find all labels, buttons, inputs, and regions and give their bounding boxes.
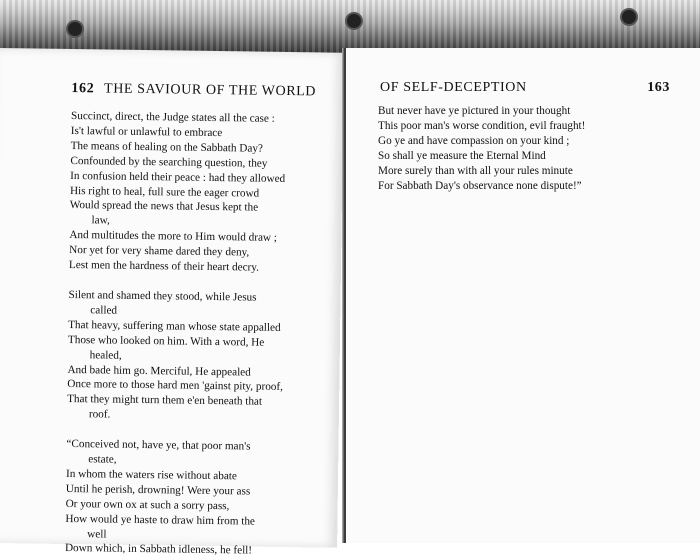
scanner-edge-strip bbox=[0, 0, 700, 54]
binding-hole-icon bbox=[620, 8, 638, 26]
poem-line: Down which, in Sabbath idleness, he fell! bbox=[64, 542, 253, 558]
poem-line: His right to heal, full sure the eager crowd bbox=[69, 184, 260, 200]
poem-line: For Sabbath Day's observance none dispute!” bbox=[378, 179, 582, 192]
left-page-header bbox=[71, 81, 316, 100]
poem-line: How would ye haste to draw him from the bbox=[65, 512, 256, 528]
poem-line: In whom the waters rise without abate bbox=[65, 467, 238, 483]
right-page-number: 163 bbox=[647, 80, 670, 95]
right-page bbox=[346, 48, 700, 543]
poem-line-continuation: called bbox=[90, 304, 118, 317]
poem-line: This poor man's worse condition, evil fraught! bbox=[378, 119, 586, 132]
poem-line: Lest men the hardness of their heart decry. bbox=[68, 259, 260, 274]
left-page bbox=[0, 48, 344, 558]
poem-line: In confusion held their peace : had they allowed bbox=[70, 169, 286, 185]
binding-hole-icon bbox=[345, 12, 363, 30]
right-page-text bbox=[378, 104, 678, 193]
poem-line: Those who looked on him. With a word, He bbox=[67, 333, 265, 349]
poem-line-continuation: law, bbox=[91, 214, 110, 227]
poem-line: Until he perish, drowning! Were your ass bbox=[65, 482, 251, 498]
poem-line: The means of healing on the Sabbath Day? bbox=[70, 139, 264, 155]
poem-line: Or your own ox at such a sorry pass, bbox=[65, 497, 230, 512]
poem-line: Succinct, direct, the Judge states all the case : bbox=[70, 109, 275, 125]
poem-line: “Conceived not, have ye, that poor man's bbox=[66, 438, 251, 453]
poem-line: Silent and shamed they stood, while Jesus bbox=[68, 288, 257, 304]
poem-line: Confounded by the searching question, they bbox=[70, 154, 268, 170]
poem-line: That they might turn them e'en beneath that bbox=[67, 393, 263, 409]
right-running-title: OF SELF-DECEPTION bbox=[380, 80, 527, 95]
left-page-number: 162 bbox=[71, 81, 95, 97]
left-running-title: THE SAVIOUR OF THE WORLD bbox=[104, 81, 317, 100]
poem-line: Nor yet for very shame dared they deny, bbox=[69, 244, 250, 259]
poem-line: Is't lawful or unlawful to embrace bbox=[70, 124, 223, 140]
poem-line: But never have ye pictured in your thought bbox=[378, 105, 571, 117]
poem-line: So shall ye measure the Eternal Mind bbox=[378, 149, 546, 162]
poem-line: More surely than with all your rules minute bbox=[378, 164, 573, 177]
poem-line: Would spread the news that Jesus kept the bbox=[69, 199, 259, 215]
poem-line-continuation: estate, bbox=[88, 453, 117, 466]
poem-line: Once more to those hard men 'gainst pity, proof, bbox=[67, 378, 284, 394]
poem-line: And multitudes the more to Him would draw ; bbox=[69, 229, 278, 245]
left-page-text bbox=[65, 109, 331, 560]
poem-line-continuation: healed, bbox=[89, 348, 122, 362]
poem-line: That heavy, suffering man whose state appalled bbox=[68, 318, 281, 334]
poem-line: Go ye and have compassion on your kind ; bbox=[378, 134, 570, 147]
binding-hole-icon bbox=[66, 20, 84, 38]
poem-line-continuation: well bbox=[87, 527, 107, 541]
poem-line: And bade him go. Merciful, He appealed bbox=[67, 363, 251, 379]
poem-line-continuation: roof. bbox=[88, 408, 111, 421]
